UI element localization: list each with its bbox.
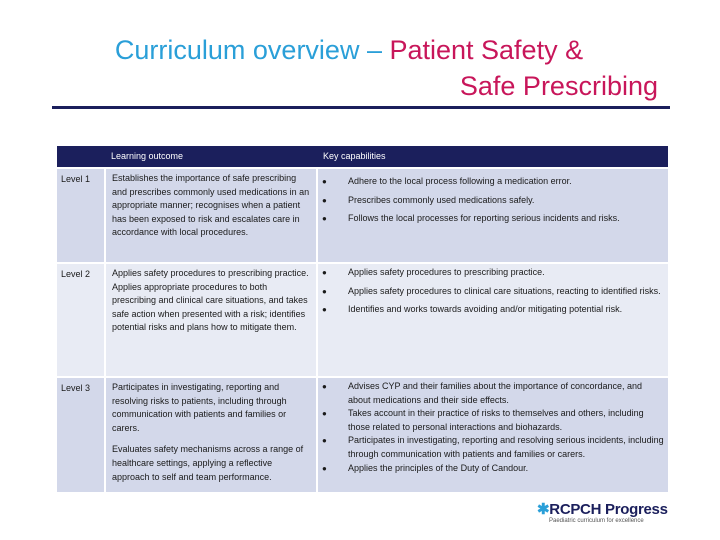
title-underline (52, 106, 670, 109)
learning-outcome-cell (105, 168, 317, 263)
capability-item: ● Follows the local processes for reporting serious incidents and risks. (318, 212, 668, 226)
capability-item: ● Identifies and works towards avoiding and/or mitigating potential risk. (318, 303, 668, 317)
capabilities-cell (317, 168, 668, 263)
bullet-icon: ● (322, 286, 327, 296)
capability-item: ● Participates in investigating, reporting and resolving serious incidents, including through communication with patients and families or carers. (322, 435, 664, 459)
capabilities-cell (317, 263, 668, 377)
level-label: Level 1 (57, 168, 105, 263)
bullet-icon: ● (322, 177, 327, 186)
capability-item: ● Applies the principles of the Duty of Candour. (318, 462, 668, 476)
outcome-text: Establishes the importance of safe prescribing and prescribes commonly used medications in an appropriate manner; recognises when a patient has been exposed to risk and escalates care in accordance with local procedures. (112, 173, 310, 238)
capability-item: ● Prescribes commonly used medications safely. (318, 194, 668, 208)
logo-name: RCPCH Progress (549, 501, 668, 518)
learning-outcome-cell (105, 377, 317, 492)
curriculum-table (57, 146, 668, 492)
capabilities-cell (317, 377, 668, 492)
table-header-row (57, 146, 668, 168)
title-line-2: Safe Prescribing (459, 71, 658, 101)
header-learning-outcome: Learning outcome (105, 146, 317, 168)
bullet-icon: ● (322, 268, 327, 277)
capability-item: ● Adhere to the local process following a medication error. (318, 175, 668, 189)
outcome-text: Evaluates safety mechanisms across a range of healthcare settings, applying a reflective approach to self and team performance. (112, 444, 304, 482)
table-row-level-3 (57, 377, 668, 492)
bullet-icon: ● (322, 436, 327, 446)
capability-item: ● Takes account in their practice of risks to themselves and others, including those related to personal interactions and biohazards. (322, 408, 644, 432)
capability-item: ● Applies safety procedures to prescribing practice. (318, 266, 668, 280)
outcome-text: Participates in investigating, reporting and resolving risks to patients, including through communication with patients and families or carers. (112, 382, 287, 433)
table-row-level-2 (57, 263, 668, 377)
logo-tagline: Paediatric curriculum for excellence (549, 518, 644, 524)
table-row-level-1 (57, 168, 668, 263)
star-icon: ✱ (537, 501, 550, 518)
capability-item: ● Applies safety procedures to clinical care situations, reacting to identified risks. (318, 285, 668, 299)
outcome-text: Applies safety procedures to prescribing practice. Applies appropriate procedures to both prescribing and clinical care situations, and takes safe action when presented with a risk; identifies potential risks and plans how to mitigate them. (112, 268, 309, 333)
title-part-2: Patient Safety & (389, 35, 584, 65)
bullet-icon: ● (322, 214, 327, 224)
level-label: Level 3 (57, 377, 105, 492)
capability-item: ● Advises CYP and their families about the importance of concordance, and about medications and their side effects. (322, 381, 643, 405)
header-blank (57, 146, 105, 168)
bullet-icon: ● (322, 409, 327, 419)
bullet-icon: ● (322, 463, 327, 473)
level-label: Level 2 (57, 263, 105, 377)
bullet-icon: ● (322, 195, 327, 205)
bullet-icon: ● (322, 382, 327, 391)
rcpch-logo (537, 500, 677, 526)
slide-title (40, 32, 658, 104)
bullet-icon: ● (322, 305, 327, 315)
learning-outcome-cell (105, 263, 317, 377)
title-part-1: Curriculum overview – (114, 35, 390, 65)
header-key-capabilities: Key capabilities (317, 146, 668, 168)
